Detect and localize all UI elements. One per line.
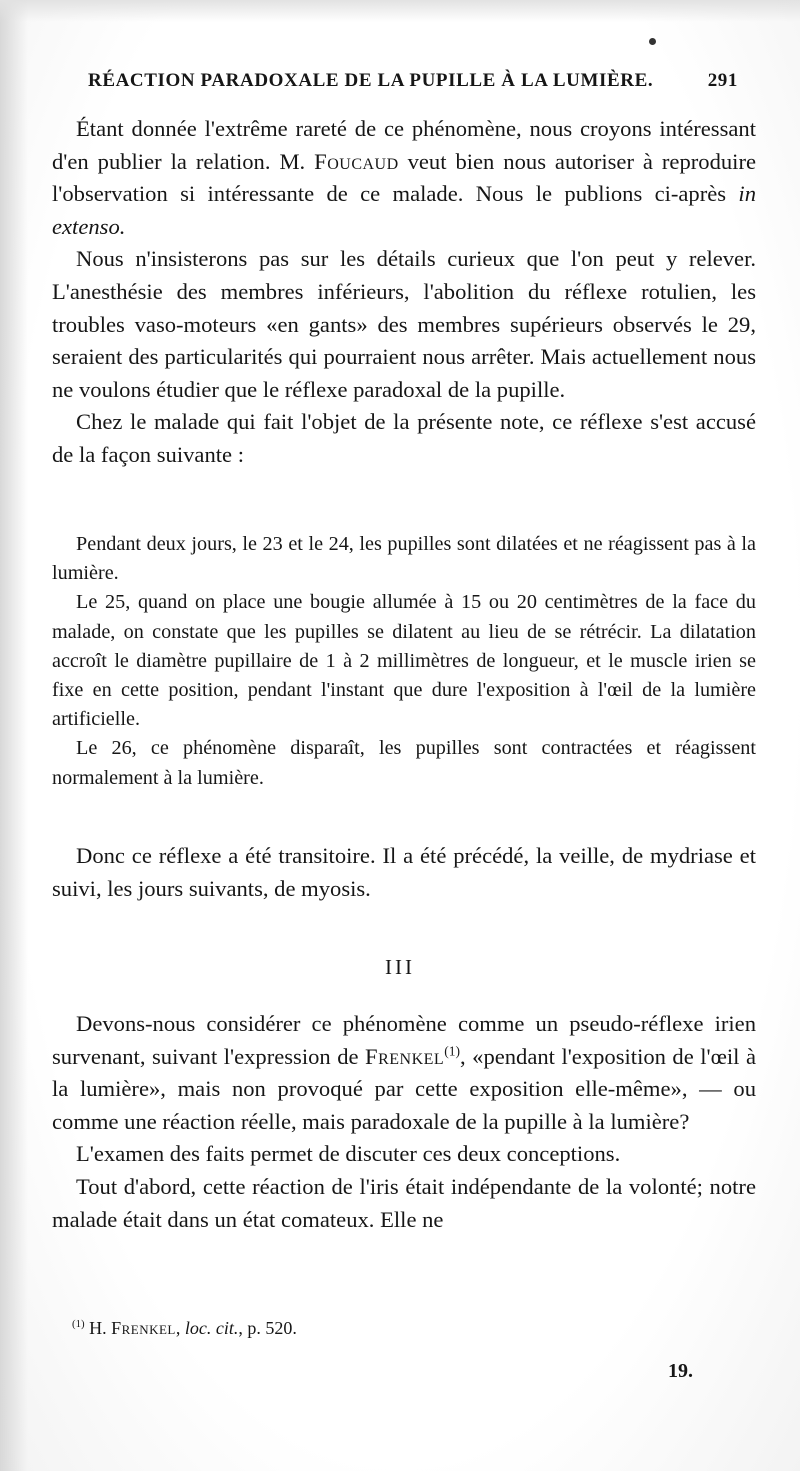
footnote	[72, 1318, 297, 1339]
observation-paragraph-1: Pendant deux jours, le 23 et le 24, les pupilles sont dilatées et ne réagissent pas à la lumière.	[52, 533, 756, 585]
observation-paragraph-3: Le 26, ce phénomène disparaît, les pupilles sont contractées et réagissent normalement à la lumière.	[52, 737, 756, 789]
conclusion-paragraph: Donc ce réflexe a été transitoire. Il a été précédé, la veille, de mydriase et suivi, les jours suivants, de myosis.	[52, 843, 756, 901]
page-number: 291	[707, 70, 738, 91]
section-paragraph-1	[52, 1008, 756, 1138]
section-number: III	[385, 955, 415, 979]
text-run: , p. 520.	[238, 1318, 297, 1338]
author-name: Frenkel	[365, 1043, 445, 1069]
intro-paragraph-3: Chez le malade qui fait l'objet de la présente note, ce réflexe s'est accusé de la façon suivante :	[52, 409, 756, 467]
intro-paragraph-2: Nous n'insisterons pas sur les détails curieux que l'on peut y relever. L'anesthésie des membres inférieurs, l'abolition du réflexe rotulien, les troubles vaso-moteurs «en gants» des membres supérieurs observés le 29, seraient des particularités qui pourraient nous arrêter. Mais actuellement nous ne voulons étudier que le réflexe paradoxal de la pupille.	[52, 246, 756, 402]
footnote-marker: (1)	[72, 1318, 85, 1330]
text-run: H.	[89, 1318, 112, 1338]
citation-reference: loc. cit.	[184, 1318, 239, 1338]
running-header	[88, 70, 738, 92]
text-run: veut bien nous autoriser à reproduire l'observation si intéressante de ce malade. Nous le publions ci-après	[52, 148, 756, 207]
section-block	[52, 1008, 756, 1236]
page-edge-shadow	[0, 0, 28, 1471]
author-name: Frenkel	[111, 1318, 176, 1338]
signature-mark: 19.	[668, 1360, 693, 1382]
observation-block	[52, 530, 756, 793]
conclusion-block	[52, 840, 756, 905]
text-run: ,	[175, 1318, 185, 1338]
intro-paragraph-1	[52, 113, 756, 243]
intro-block	[52, 113, 756, 472]
footnote-marker: (1)	[444, 1043, 460, 1059]
section-paragraph-2: L'examen des faits permet de discuter ces deux conceptions.	[76, 1141, 621, 1167]
header-title: RÉACTION PARADOXALE DE LA PUPILLE À LA LUMIÈRE.	[88, 70, 654, 91]
text-run: Étant donnée l'extrême rareté de ce phénomène, nous croyons intéressant d'en publier la relation. M.	[52, 116, 756, 174]
italic-term: in extenso.	[52, 181, 756, 239]
ink-dot	[649, 38, 656, 45]
author-name: Foucaud	[314, 148, 399, 174]
text-run: Devons-nous considérer ce phénomène comme un pseudo-réflexe irien survenant, suivant l'expression de	[52, 1011, 756, 1069]
text-run: , «pendant l'exposition de l'œil à la lumière», mais non provoqué par cette exposition elle-même», — ou comme une réaction réelle, mais paradoxale de la pupille à la lumière?	[52, 1043, 756, 1134]
section-paragraph-3: Tout d'abord, cette réaction de l'iris était indépendante de la volonté; notre malade était dans un état comateux. Elle ne	[52, 1173, 756, 1232]
page-top-shadow	[0, 0, 800, 22]
observation-paragraph-2: Le 25, quand on place une bougie allumée à 15 ou 20 centimètres de la face du malade, on constate que les pupilles se dilatent au lieu de se rétrécir. La dilatation accroît le diamètre pupillaire de 1 à 2 millimètres de longueur, et le muscle irien se fixe en cette position, pendant l'instant que dure l'exposition à l'œil de la lumière artificielle.	[52, 591, 756, 731]
